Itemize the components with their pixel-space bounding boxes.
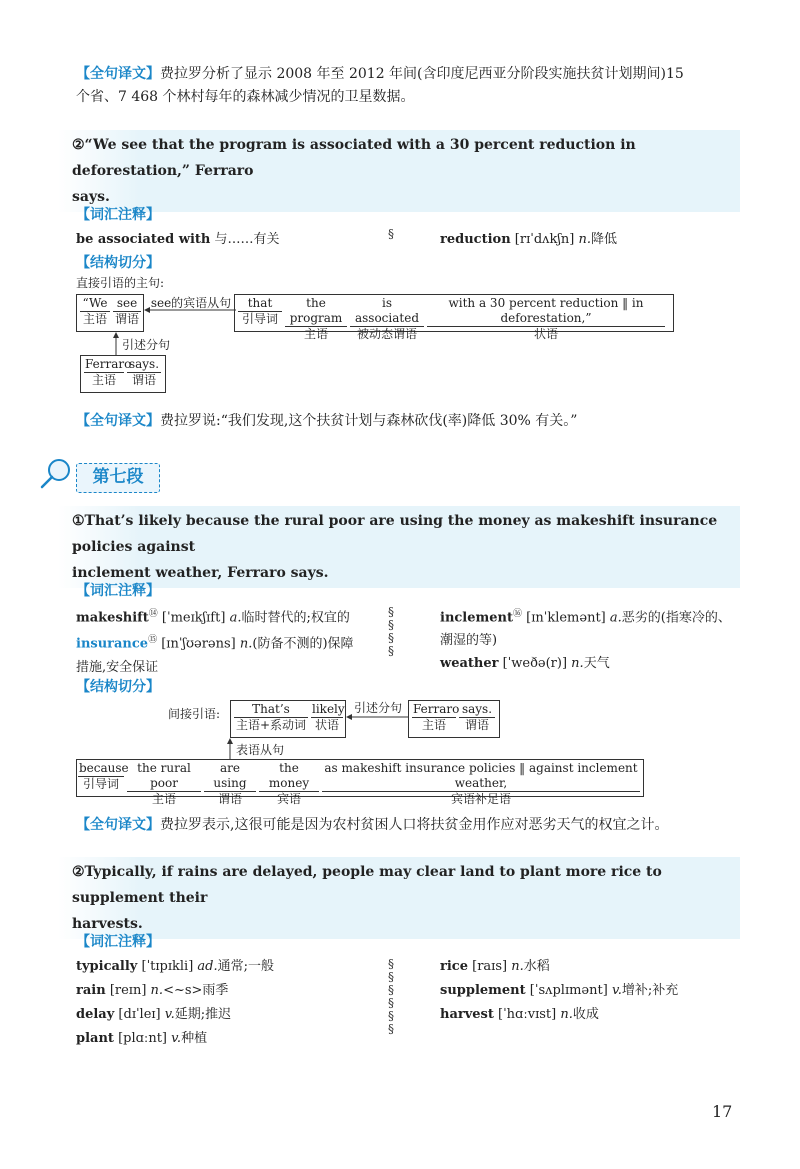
p7s1-translation — [76, 814, 756, 837]
divider-wave: § § § § § § — [388, 957, 394, 1036]
sentence-line1: ①That’s likely because the rural poor are using the money as makeshift insurance policies against — [72, 513, 718, 555]
top-translation — [76, 63, 736, 109]
diagram-cell: That’s 主语+系动词 — [235, 702, 307, 732]
diagram-cell: as makeshift insurance policies ‖ against inclement weather, 宾语补足语 — [322, 761, 640, 807]
sentence-line1: ②Typically, if rains are delayed, people may clear land to plant more rice to supplement their — [72, 864, 662, 906]
vocab-phonetic: [ˈmeɪkʃɪft] — [161, 610, 226, 626]
diagram-cell: the rural poor 主语 — [127, 761, 201, 807]
arrow-left-icon — [144, 305, 236, 315]
structure-label: 【结构切分】 — [76, 255, 160, 271]
diagram-cell: are using 谓语 — [204, 761, 256, 807]
structure-intro: 间接引语: — [168, 707, 221, 721]
diagram-cell: is associated 被动态谓语 — [350, 296, 424, 342]
diagram-cell: says. 谓语 — [128, 357, 160, 387]
vocab-phonetic: [ɪnˈʃʊərəns] — [161, 636, 236, 652]
vocab-entry: supplement [ˈsʌplɪmənt] v.增补;补充 — [440, 983, 679, 998]
vocab-entry: rice [raɪs] n.水稻 — [440, 959, 550, 974]
vocab-def: (防备不测的)保障 — [252, 636, 354, 652]
vocab-head: be associated with — [76, 232, 211, 247]
sentence-line2: says. — [72, 189, 110, 205]
vocab-entry — [76, 603, 376, 679]
page-number: 17 — [712, 1102, 733, 1121]
vocab-entry: typically [ˈtɪpɪkli] ad.通常;一般 — [76, 959, 275, 974]
vocab-list-left — [76, 955, 376, 1051]
vocab-entry: harvest [ˈhɑːvɪst] n.收成 — [440, 1007, 599, 1022]
diagram-cell: because 引导词 — [79, 761, 129, 791]
vocab-entry — [440, 228, 617, 247]
diagram-cell: that 引导词 — [238, 296, 282, 327]
vocab-list-right — [440, 955, 740, 1027]
sentence-band — [58, 506, 740, 588]
vocab-head: inclement — [440, 610, 513, 626]
vocab-def: 天气 — [583, 656, 610, 672]
magnifier-icon — [38, 456, 74, 492]
vocab-def: 降低 — [591, 232, 618, 247]
vocab-mark: ⑮ — [148, 635, 158, 646]
diagram-cell: likely 状语 — [312, 702, 345, 732]
sentence-line2: inclement weather, Ferraro says. — [72, 565, 329, 581]
full-translation-label: 【全句译文】 — [76, 413, 160, 429]
diagram-cell: says. 谓语 — [459, 702, 495, 733]
vocab-def: 措施,安全保证 — [76, 659, 159, 675]
diagram-cell: the program 主语 — [285, 296, 347, 342]
diagram-cell: “We 主语 — [80, 296, 110, 327]
vocab-entry: delay [dɪˈleɪ] v.延期;推迟 — [76, 1007, 232, 1022]
vocab-label: 【词汇注释】 — [76, 583, 160, 599]
diagram-cell: Ferraro 主语 — [85, 357, 132, 387]
vocab-head: weather — [440, 656, 499, 672]
vocab-entry: rain [reɪn] n.<~s>雨季 — [76, 983, 229, 998]
reporting-clause-label: 引述分句 — [122, 338, 171, 352]
translation-text: 费拉罗表示,这很可能是因为农村贫困人口将扶贫金用作应对恶劣天气的权宜之计。 — [160, 817, 669, 833]
reporting-clause-label: 引述分句 — [353, 701, 402, 715]
top-translation-line2: 个省、7 468 个林村每年的森林减少情况的卫星数据。 — [76, 89, 415, 105]
vocab-label: 【词汇注释】 — [76, 207, 160, 223]
arrow-up-icon — [111, 332, 121, 356]
vocab-pos: a. — [229, 610, 242, 626]
divider-wave: § § § § — [388, 605, 394, 658]
vocab-pos: n. — [571, 656, 584, 672]
vocab-mark: ⑯ — [513, 609, 523, 619]
diagram-cell: see 谓语 — [114, 296, 139, 326]
diagram-cell: the money 宾语 — [259, 761, 319, 807]
arrow-up-icon — [225, 738, 235, 760]
vocab-pos: n. — [578, 232, 591, 247]
predicative-clause-label: 表语从句 — [236, 743, 285, 757]
vocab-pos: a. — [609, 610, 622, 626]
s2-translation — [76, 410, 736, 433]
section-title: 第七段 — [76, 463, 160, 493]
arrow-left-icon — [346, 712, 408, 722]
diagram-cell: Ferraro 主语 — [413, 702, 460, 732]
vocab-phonetic: [ɪnˈklemənt] — [526, 610, 606, 626]
sentence-band — [58, 857, 740, 939]
vocab-mark: ⑭ — [148, 609, 158, 619]
sentence-line2: harvests. — [72, 916, 143, 932]
vocab-def: 潮湿的等) — [440, 633, 498, 649]
sentence-line1: ②“We see that the program is associated with a 30 percent reduction in deforestation,” Ferraro — [72, 137, 636, 179]
diagram-cell: with a 30 percent reduction ‖ in deforestation,” 状语 — [427, 296, 665, 342]
vocab-entry — [440, 603, 740, 675]
full-translation-label: 【全句译文】 — [76, 817, 160, 833]
top-translation-line1: 费拉罗分析了显示 2008 年至 2012 年间(含印度尼西亚分阶段实施扶贫计划期间)15 — [160, 66, 684, 82]
vocab-label: 【词汇注释】 — [76, 934, 160, 950]
vocab-entry — [76, 228, 280, 247]
vocab-head: makeshift — [76, 610, 149, 626]
translation-text: 费拉罗说:“我们发现,这个扶贫计划与森林砍伐(率)降低 30% 有关。” — [160, 413, 578, 429]
object-clause-label: see的宾语从句 — [150, 296, 232, 310]
vocab-def: 恶劣的(指寒冷的、 — [621, 610, 731, 626]
vocab-pos: n. — [239, 636, 253, 652]
vocab-head: insurance — [76, 636, 149, 652]
vocab-def: 临时替代的;权宜的 — [241, 610, 350, 626]
vocab-entry: plant [plɑːnt] v.种植 — [76, 1031, 208, 1046]
structure-label: 【结构切分】 — [76, 679, 160, 695]
vocab-def: 与……有关 — [214, 232, 280, 247]
full-translation-label: 【全句译文】 — [76, 66, 160, 82]
vocab-phonetic: [ˈweðə(r)] — [502, 656, 568, 672]
structure-intro: 直接引语的主句: — [76, 276, 165, 290]
vocab-head: reduction — [440, 232, 511, 247]
vocab-phonetic: [rɪˈdʌkʃn] — [514, 232, 575, 247]
divider-wave: § — [388, 227, 394, 241]
sentence-band — [58, 130, 740, 212]
